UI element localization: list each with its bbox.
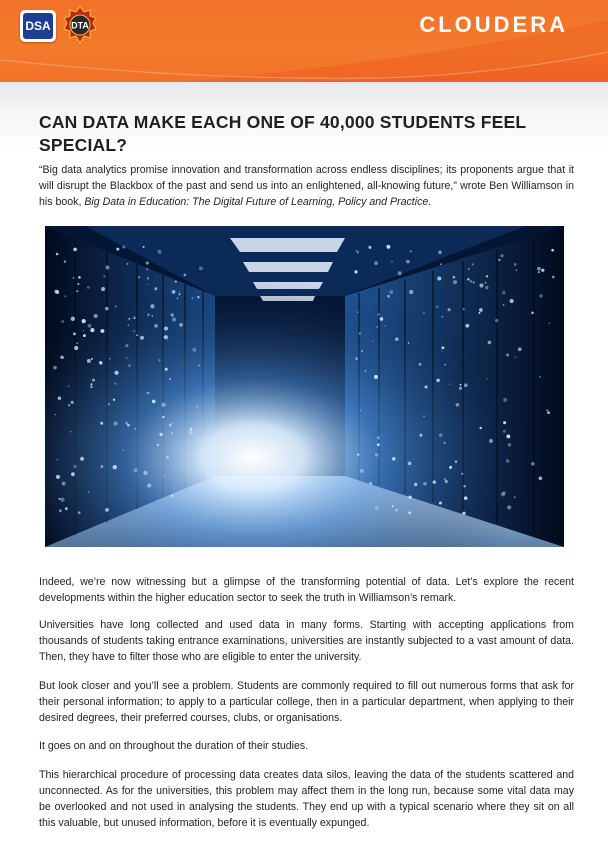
server-light (125, 422, 128, 425)
server-light (531, 462, 535, 466)
server-light (157, 444, 159, 446)
server-light (503, 398, 507, 402)
server-light (83, 330, 84, 331)
server-light (547, 411, 550, 414)
server-light (502, 491, 505, 494)
server-light (78, 511, 81, 514)
server-light (440, 263, 442, 265)
server-light (423, 312, 425, 314)
server-light (369, 482, 372, 485)
paragraph-4: It goes on and on throughout the duration of their studies. (39, 740, 309, 752)
server-light (108, 403, 111, 406)
server-light (99, 361, 102, 364)
server-light (355, 357, 358, 360)
server-light (73, 277, 75, 279)
server-light (167, 339, 168, 340)
server-light (56, 475, 60, 479)
server-light (502, 291, 505, 294)
cloudera-logo: CLOUDERA (419, 12, 568, 37)
server-light (438, 250, 442, 254)
server-light (54, 414, 55, 415)
server-light (60, 497, 64, 501)
server-light (140, 336, 144, 340)
paragraph-3: But look closer and you’ll see a problem. Students are commonly required to fill out numerous forms that ask for their personal information; to apply to a particular college, then in a particular department, when applying to their desired degrees, their preferred courses, clubs, or organisations. (39, 680, 574, 724)
server-light (498, 259, 500, 261)
server-light (92, 379, 95, 382)
server-light (360, 469, 364, 473)
server-light (479, 312, 481, 314)
dta-logo-text: DTA (71, 20, 89, 31)
server-light (116, 248, 119, 251)
server-light (53, 366, 57, 370)
server-light (58, 396, 61, 399)
server-light (357, 311, 359, 313)
server-light (419, 434, 422, 437)
server-light (129, 318, 131, 320)
server-light (127, 263, 129, 265)
server-light (87, 359, 91, 363)
server-light (392, 505, 394, 507)
server-light (464, 496, 468, 500)
server-light (461, 473, 463, 475)
server-light (147, 277, 149, 279)
server-light (500, 254, 503, 257)
server-light (376, 326, 377, 327)
server-light (485, 286, 488, 289)
server-light (147, 483, 151, 487)
server-light (90, 383, 92, 385)
server-light (169, 378, 171, 380)
server-light (356, 250, 358, 252)
server-light (73, 465, 76, 468)
server-light (113, 399, 115, 401)
server-light (101, 465, 104, 468)
server-light (473, 281, 475, 283)
server-light (389, 290, 393, 294)
server-light (76, 342, 78, 344)
server-light (88, 324, 92, 328)
server-light (506, 434, 510, 438)
server-light (197, 449, 199, 451)
server-light (134, 468, 138, 472)
server-light (444, 478, 447, 481)
server-light (133, 317, 136, 320)
server-light (441, 350, 442, 351)
server-light (375, 453, 379, 457)
server-light (360, 410, 362, 412)
server-light (359, 332, 361, 334)
server-light (103, 275, 105, 277)
server-light (136, 334, 138, 336)
server-light (62, 481, 66, 485)
server-light (423, 415, 425, 417)
server-light (410, 250, 412, 252)
server-light (425, 386, 428, 389)
server-light (462, 512, 465, 515)
server-light (448, 308, 451, 311)
server-light (88, 492, 89, 493)
server-light (409, 290, 413, 294)
server-light (361, 350, 363, 352)
server-light (507, 505, 511, 509)
quote-end: . (428, 196, 432, 208)
server-light (423, 482, 427, 486)
server-light (196, 406, 198, 408)
server-light (537, 267, 541, 271)
server-light (146, 268, 148, 270)
server-light (80, 457, 84, 461)
paragraph-2: Universities have long collected and used data in many forms. Starting with accepting applications from thousands of students taking entrance examinations, universities are instantly subjected to a vast amount of data. Then, they have to filter those who are eligible to enter the university. (39, 619, 574, 663)
server-light (509, 299, 513, 303)
server-light (154, 324, 158, 328)
server-light (128, 364, 131, 367)
server-light (125, 344, 128, 347)
server-light (463, 308, 465, 310)
server-light (64, 261, 66, 263)
server-light (164, 335, 168, 339)
server-light (408, 342, 409, 343)
server-light (419, 363, 422, 366)
server-light (100, 329, 104, 333)
server-light (468, 268, 470, 270)
server-light (64, 295, 66, 297)
server-light (551, 249, 554, 252)
server-light (541, 269, 544, 272)
server-light (374, 261, 378, 265)
server-light (82, 319, 86, 323)
server-light (166, 456, 169, 459)
server-light (443, 442, 445, 444)
server-light (171, 494, 174, 497)
server-light (113, 465, 117, 469)
dsa-logo-text: DSA (23, 13, 53, 39)
server-light (73, 332, 76, 335)
server-light (453, 276, 456, 279)
server-light (463, 485, 466, 488)
header-banner (0, 0, 608, 82)
server-light (374, 375, 378, 379)
server-light (384, 325, 386, 327)
server-light (171, 423, 172, 424)
server-light (506, 459, 509, 462)
server-light (122, 450, 123, 451)
server-light (539, 376, 541, 378)
server-light (368, 246, 371, 249)
server-light (135, 428, 137, 430)
server-light (414, 483, 417, 486)
server-light (377, 313, 380, 316)
server-light (460, 384, 462, 386)
server-light (436, 379, 439, 382)
server-light (83, 334, 86, 337)
server-light (372, 340, 373, 341)
server-light (503, 304, 505, 306)
server-light (508, 443, 511, 446)
server-light (114, 305, 116, 307)
server-light (109, 358, 111, 360)
server-light (54, 290, 58, 294)
server-light (190, 428, 193, 431)
server-light (177, 298, 178, 299)
server-light (495, 319, 498, 322)
server-light (357, 453, 360, 456)
server-light (165, 368, 168, 371)
server-light (354, 270, 357, 273)
server-light (531, 311, 534, 314)
server-light (159, 433, 162, 436)
server-light (489, 439, 493, 443)
server-light (449, 383, 450, 384)
server-light (465, 324, 469, 328)
server-light (514, 496, 516, 498)
server-light (479, 308, 483, 312)
server-light (105, 265, 109, 269)
server-light (395, 337, 398, 340)
server-light (514, 263, 517, 266)
server-light (59, 509, 62, 512)
server-light (100, 422, 103, 425)
server-light (114, 422, 118, 426)
server-light (157, 250, 161, 254)
server-light (122, 245, 125, 248)
server-light (73, 248, 77, 252)
server-light (197, 296, 200, 299)
server-light (375, 506, 379, 510)
server-light (76, 290, 78, 292)
server-light (74, 346, 78, 350)
server-light (441, 346, 444, 349)
dta-logo (63, 6, 97, 44)
server-light (480, 427, 482, 429)
server-light (172, 317, 176, 321)
server-light (152, 400, 156, 404)
server-light (150, 304, 154, 308)
server-light (158, 359, 160, 361)
server-light (191, 297, 193, 299)
server-light (518, 347, 522, 351)
article-title: CAN DATA MAKE EACH ONE OF 40,000 STUDENTS FEEL SPECIAL? (39, 112, 526, 155)
server-light (154, 287, 157, 290)
server-light (546, 409, 548, 411)
server-light (179, 323, 182, 326)
server-light (175, 280, 177, 282)
server-light (357, 251, 359, 253)
server-light (147, 392, 150, 395)
server-light (365, 370, 367, 372)
server-light (169, 424, 172, 427)
server-light (442, 316, 443, 317)
server-light (380, 317, 384, 321)
server-light (101, 287, 105, 291)
server-light (408, 462, 412, 466)
server-light (198, 365, 200, 367)
server-light (456, 403, 460, 407)
server-light (386, 245, 390, 249)
server-light (90, 328, 94, 332)
server-light (398, 271, 402, 275)
server-light (455, 460, 458, 463)
server-light (65, 507, 68, 510)
server-light (486, 378, 488, 380)
server-light (126, 357, 127, 358)
server-light (488, 341, 492, 345)
server-light (91, 358, 93, 360)
server-light (71, 401, 74, 404)
server-light (161, 403, 165, 407)
server-light (94, 314, 98, 318)
server-light (377, 443, 380, 446)
server-light (147, 284, 148, 285)
server-light (515, 357, 516, 358)
server-light (189, 431, 193, 435)
server-light (105, 307, 109, 311)
server-light (406, 260, 410, 264)
server-light (439, 433, 443, 437)
server-light (192, 348, 196, 352)
server-light (549, 322, 551, 324)
server-light (138, 276, 140, 278)
server-light (459, 387, 462, 390)
server-light (439, 501, 442, 504)
server-light (143, 471, 147, 475)
server-light (467, 278, 469, 280)
server-light (127, 424, 130, 427)
server-light (171, 432, 173, 434)
server-light (449, 466, 452, 469)
server-light (68, 404, 70, 406)
server-light (71, 317, 75, 321)
server-light (444, 364, 446, 366)
dsa-logo (20, 10, 56, 42)
server-light (199, 266, 203, 270)
server-light (516, 270, 517, 271)
server-light (391, 261, 393, 263)
server-light (539, 477, 543, 481)
server-light (105, 508, 109, 512)
server-light (143, 246, 145, 248)
server-light (486, 275, 488, 277)
server-light (59, 498, 61, 500)
server-light (171, 313, 174, 316)
server-light (56, 253, 59, 256)
server-light (453, 280, 457, 284)
server-light (472, 263, 474, 265)
server-light (77, 283, 79, 285)
server-light (392, 457, 395, 460)
server-light (78, 276, 81, 279)
book-title: Big Data in Education: The Digital Future of Learning, Policy and Practice (84, 196, 429, 208)
server-light (162, 416, 164, 418)
quote-text: “Big data analytics promise innovation and transformation across endless disciplines; its proponents argue that it will disrupt the Blackbox of the past and send us into an enlightened, all-knowing future,” wrote Ben Williamson in his book, (39, 164, 574, 208)
server-light (436, 306, 438, 308)
server-light (437, 276, 441, 280)
server-light (172, 290, 176, 294)
server-light (538, 271, 540, 273)
server-light (479, 283, 483, 287)
server-light (68, 385, 70, 387)
server-light (179, 291, 180, 292)
server-light (90, 385, 93, 388)
article-quote (39, 162, 574, 210)
server-light (184, 274, 187, 277)
server-light (539, 294, 543, 298)
data-center-illustration (45, 226, 564, 547)
server-light (408, 496, 411, 499)
server-light (152, 315, 154, 317)
server-light (134, 330, 135, 331)
server-light (146, 261, 149, 264)
server-light (57, 459, 58, 460)
server-light (147, 313, 150, 316)
server-light (164, 475, 165, 476)
server-light (128, 325, 129, 326)
server-light (503, 430, 506, 433)
server-light (503, 421, 506, 424)
server-light (377, 436, 380, 439)
server-light (61, 320, 64, 323)
server-light (178, 293, 180, 295)
server-light (87, 286, 90, 289)
server-light (60, 356, 63, 359)
server-light (470, 280, 472, 282)
server-light (433, 480, 437, 484)
paragraph-5: This hierarchical procedure of processing data creates data silos, leaving the data of the students scattered and unconnected. As for the universities, this problem may affect them in the long run, because some vital data may be overlooked and not used in analysing the students. They end up with a typical scenario where they sit on all this valuable, but unused information, before it is eventually expunged. (39, 769, 574, 829)
server-light (387, 295, 390, 298)
server-light (408, 512, 411, 515)
server-light (114, 371, 118, 375)
server-light (552, 276, 555, 279)
server-light (114, 383, 116, 385)
server-light (395, 509, 397, 511)
paragraph-1: Indeed, we’re now witnessing but a glimpse of the transforming potential of data. Let’s explore the recent developments within the higher education sector to seek the truth in Williamson’s remark. (39, 576, 574, 604)
server-light (70, 431, 72, 433)
server-light (71, 472, 75, 476)
server-light (173, 487, 175, 489)
server-light (485, 282, 487, 284)
server-light (506, 354, 509, 357)
server-light (464, 383, 468, 387)
server-light (164, 326, 168, 330)
hero-image-data-center (45, 226, 564, 547)
